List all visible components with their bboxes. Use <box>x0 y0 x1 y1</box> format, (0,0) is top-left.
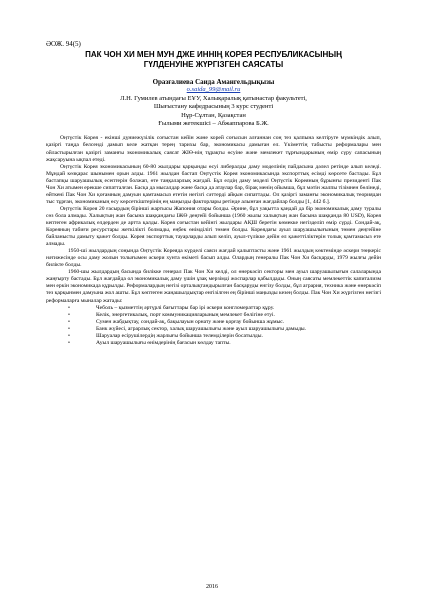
reform-item-1: • Чеболь – қызметтің әртүрлі бағыттары бар ірі әскери конгломераттар құру. <box>68 305 381 312</box>
reform-item-2: • Келік, энергетикалық, порт коммуникацияларының мемлекет бөлігіне етуі. <box>68 312 381 319</box>
reform-list <box>46 305 381 347</box>
reform-item-3: • Сумен жабдықтау, сондай-ақ, бақылауын орнату және қорғау бойынша жұмыс. <box>68 319 381 326</box>
title-line-1: ПАК ЧОН ХИ МЕН МУН ДЖЕ ИННІҢ КОРЕЯ РЕСПУБЛИКАСЫНЫҢ <box>85 50 342 59</box>
affiliation-line-3: Нұр-Сұлтан, Қазақстан <box>181 111 246 119</box>
paragraph-2: Оңтүстік Корея экономикасының 60-80 жылдары қарқынды өсуі либералды даму моделінің пайдасына дәлел ретінде алып келеді. Мұндай көзқарас шынымен орын алды. 1961 жылдан бастап Оңтүстік Корея экономикасында экспорттық есімді көрсете бастады. Бұл бастапқы шаруашылық есептерін болжап, өте таңқаларлық жағдай. Бұл елдің даму моделі Оңтүстік Кореяның бұрынғы президенті Пак Чон Хи атымен ерекше сипатталған. Басқа да мысалдар және басқа да атаулар бар, бірақ менің ойымша, бұл мәтін жалпы тізімнен бөлінеді, өйткені Пак Чон Хи қоғамның дамуын қамтамасыз ететін негізгі сәттерді айқын сипаттады. Ол қазіргі заманғы экономикалық теориядан тыс тұрған, экономиканың өсу көрсеткіштерінің ең маңызды факторлары ретінде алынған жағдайлар болды [1, 442 б.]. <box>46 163 381 205</box>
reform-item-5: • Шаруалар есірушілердің жарлығы бойынша телемділерін босатылды. <box>68 333 381 340</box>
reform-item-6: • Ауыл шаруашылығы өнімдерінің бағасын көлдау тапты. <box>68 340 381 347</box>
article-body <box>46 135 381 346</box>
udc-code: ӘОЖ. 94(5) <box>46 40 81 48</box>
author-name: Оразғалиева Саида Амангельдықызы <box>152 78 275 86</box>
supervisor-line: Ғылыми жетекшісі – Абжаппарова Б.Ж. <box>158 120 269 128</box>
author-block <box>46 78 381 128</box>
paragraph-1: Оңтүстік Корея - екінші дүниежүзілік соғыстан кейін және корей соғысын алғаннан соң тез қалпына келтіруге мүмкіндік алып, қазіргі таңда белсенді дамып келе жатқан терең тарихы бар, экономикасы дамыған ел. Үкіметтің табысты реформалары мен ойластырылған қазіргі заманғы экономикалық саясат ЖІӨ-нің тұрақты өсуіне және мемлекет тұрғындарының өмір сүру сапасының жақсаруына ықпал етеді. <box>46 135 381 163</box>
page-number: 2016 <box>206 584 218 590</box>
paragraph-4: 1950-ші жылдардың соңында Оңтүстік Кореяда күрделі саяси жағдай қалыптасты және 1961 жылдың көктемінде әскери төңкеріс нәтижесінде осы даму жолын толығымен әскери хунта өкіметі басып алды. Олардың генералы Пак Чон Хи басқарды, 1979 жылғы дейін билікте болды. <box>46 248 381 269</box>
affiliation-line-2: Шығыстану кафедрасының 3 курс студенті <box>153 103 274 111</box>
title-line-2: ГҮЛДЕНУІНЕ ЖҮРГІЗГЕН САЯСАТЫ <box>143 60 284 69</box>
article-title <box>46 50 381 70</box>
author-email-link[interactable]: o.saida_99@mail.ru <box>186 86 241 94</box>
reform-item-4: • Банк жүйесі, аграрлық сектор, халық шаруашылығы және ауыл шаруашылығы дамыды. <box>68 326 381 333</box>
paragraph-3: Оңтүстік Корея 20 ғасырдың бірінші жартысы Жапония отары болды. Әрине, бұл уақытта қандай да бір экономикалық даму туралы сөз бола алмады. Халықтың жан басына шаққандағы ІЖӨ деңгейі бойынша (1960 жылы халықтың жан басына шаққанда 80 USD), Корея кептеген африкалық елдерден де артта қалды. Корея соғыстан кейінгі жылдары АҚШ беретін көмекке негізделіп өмір сүрді. Сондай-ақ, Кореяның табиғи ресурстары жеткілікті болмады, еңбек өнімділігі төмен болды. Кореядағы ауыл шаруашылығының төмен деңгейіне байланысты дамыту қажет болды. Корея экспорттық тауарларды алып келіп, ауыл-түлікке дейін ел қажеттіліктерін толық қамтамасыз ете алмады. <box>46 205 381 248</box>
affiliation-line-1: Л.Н. Гумилев атындағы ЕҰУ, Халықаралық қатынастар факультеті, <box>120 94 307 102</box>
paragraph-5: 1960-шы жылдардың басында билікке генерал Пак Чон Хи келді, ол өнеркәсіп секторы мен ауыл шаруашылығын салаларында жаңғырту бастады. Бұл жағдайда ол экономикалық даму үшін ұзақ мерзімді жоспарлар қабылдады. Оның саясаты мемлекеттік капитализм мен еркін экономикада құрылды. Реформалардың негізі орталықтандырылған басқаруды енгізу болды, бұл агрария, техника және өнеркәсіп тез қарқынмен дамуына жол ашты. Бұл көптеген жаңашылдықтар енгізілген ең бірінші маңызды кезең болды. Пак Чон Хи жүргізген негізгі реформаларға мыналар жатады: <box>46 269 381 304</box>
